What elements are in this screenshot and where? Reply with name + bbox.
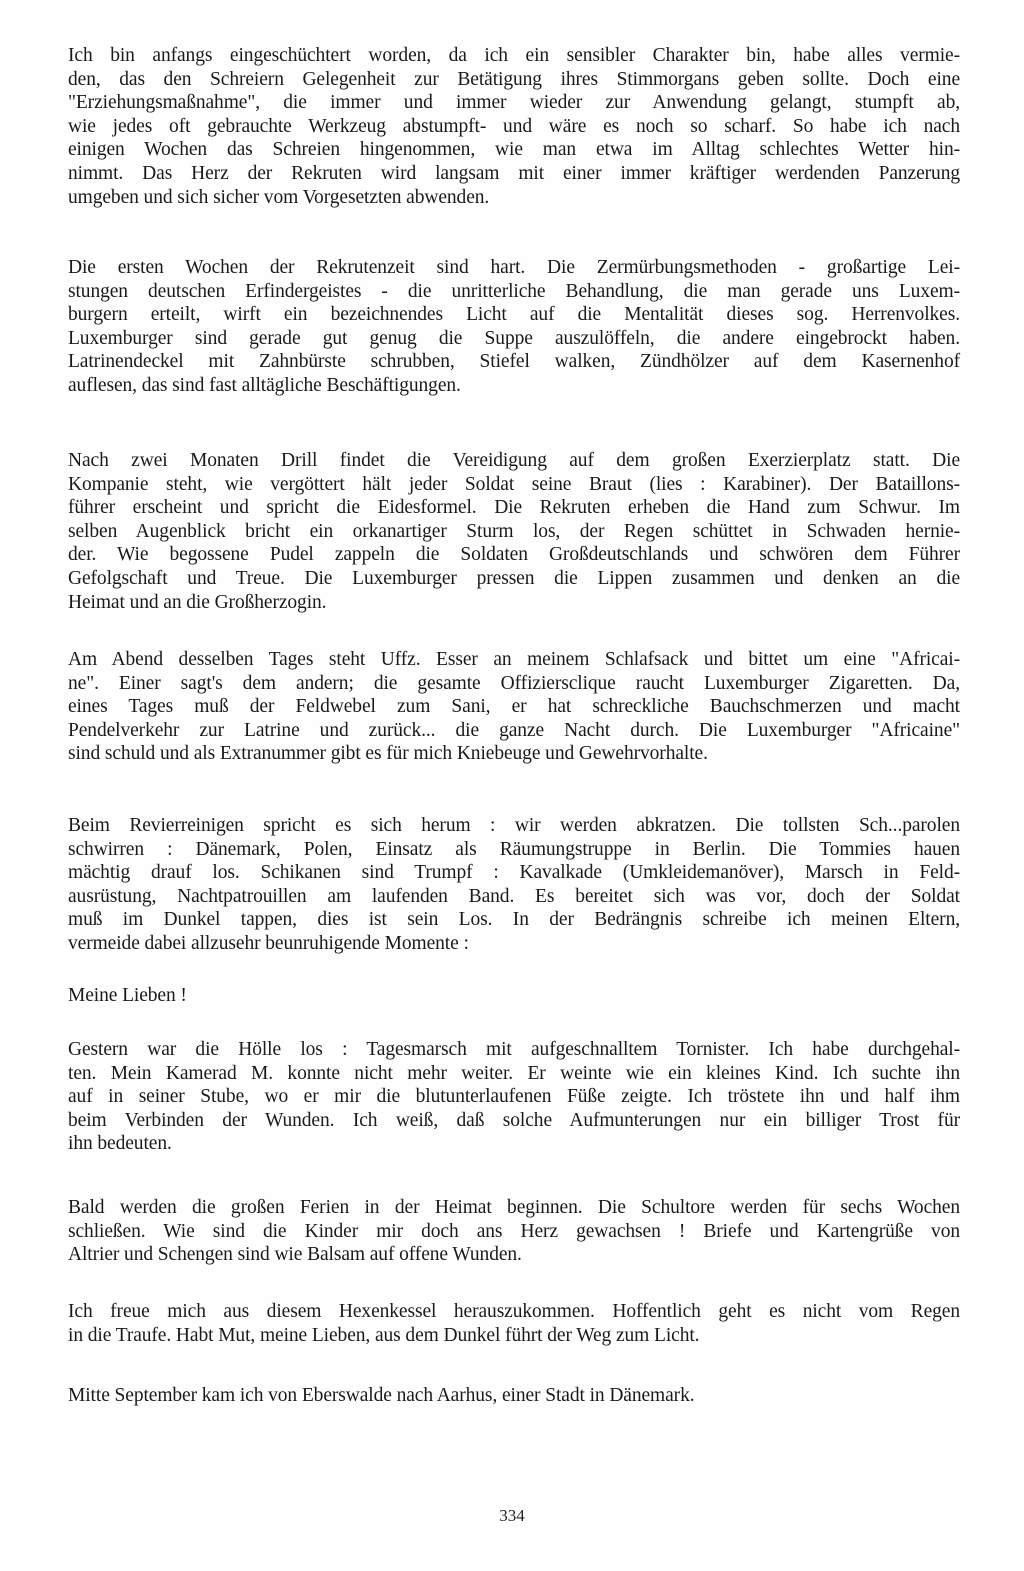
paragraph-letter-1: [68, 1038, 960, 1156]
text-line: Heimat und an die Großherzogin.: [68, 591, 327, 613]
paragraph-1: [68, 44, 960, 209]
text-line: einigen Wochen das Schreien hingenommen, wie man etwa im Alltag schlechtes Wetter hin-: [68, 139, 960, 161]
text-line: Altrier und Schengen sind wie Balsam auf offene Wunden.: [68, 1244, 522, 1266]
text-line: ne". Einer sagt's dem andern; die gesamte Offiziersclique raucht Luxemburger Zigaretten. Da,: [68, 672, 960, 694]
text-line: den, das den Schreiern Gelegenheit zur Betätigung ihres Stimmorgans geben sollte. Doch eine: [68, 68, 960, 90]
text-line: wie jedes oft gebrauchte Werkzeug abstumpft- und wäre es noch so scharf. So habe ich nach: [68, 115, 960, 137]
text-line: "Erziehungsmaßnahme", die immer und immer wieder zur Anwendung gelangt, stumpft ab,: [68, 92, 960, 114]
text-line: Luxemburger sind gerade gut genug die Suppe auszulöffeln, die andere eingebrockt haben.: [68, 327, 960, 349]
paragraph-letter-2: [68, 1196, 960, 1267]
text-line: Latrinendeckel mit Zahnbürste schrubben, Stiefel walken, Zündhölzer auf dem Kasernenhof: [68, 351, 960, 373]
text-line: Mitte September kam ich von Eberswalde nach Aarhus, einer Stadt in Dänemark.: [68, 1385, 695, 1406]
text-line: der. Wie begossene Pudel zappeln die Soldaten Großdeutschlands und schwören dem Führer: [68, 544, 960, 566]
text-line: nimmt. Das Herz der Rekruten wird langsam mit einer immer kräftiger werdenden Panzerung: [68, 162, 960, 184]
text-line: Gestern war die Hölle los : Tagesmarsch mit aufgeschnalltem Tornister. Ich habe durchgehal-: [68, 1039, 960, 1060]
paragraph-5: [68, 814, 960, 956]
paragraph-final: [68, 1384, 960, 1408]
text-line: in die Traufe. Habt Mut, meine Lieben, aus dem Dunkel führt der Weg zum Licht.: [68, 1324, 700, 1346]
text-line: umgeben und sich sicher vom Vorgesetzten abwenden.: [68, 186, 490, 208]
text-line: sind schuld und als Extranummer gibt es für mich Kniebeuge und Gewehrvorhalte.: [68, 743, 708, 765]
text-line: stungen deutschen Erfindergeistes - die unritterliche Behandlung, die man gerade uns Luxem-: [68, 280, 960, 302]
paragraph-2: [68, 256, 960, 398]
paragraph-4: [68, 648, 960, 766]
text-line: eines Tages muß der Feldwebel zum Sani, er hat schreckliche Bauchschmerzen und macht: [68, 696, 960, 718]
text-line: auf in seiner Stube, wo er mir die blutunterlaufenen Füße zeigte. Ich tröstete ihn und half ihm: [68, 1086, 960, 1108]
text-line: Kompanie steht, wie vergöttert hält jeder Soldat seine Braut (lies : Karabiner). Der Bataillons-: [68, 473, 960, 495]
text-line: auflesen, das sind fast alltägliche Beschäftigungen.: [68, 374, 461, 396]
text-line: ten. Mein Kamerad M. konnte nicht mehr weiter. Er weinte wie ein kleines Kind. Ich suchte ihn: [68, 1062, 960, 1084]
paragraph-3: [68, 449, 960, 614]
letter-salutation: [68, 984, 960, 1008]
text-line: Ich bin anfangs eingeschüchtert worden, da ich ein sensibler Charakter bin, habe alles vermie-: [68, 45, 960, 66]
text-line: Gefolgschaft und Treue. Die Luxemburger pressen die Lippen zusammen und denken an die: [68, 567, 960, 589]
text-line: schwirren : Dänemark, Polen, Einsatz als Räumungstruppe in Berlin. Die Tommies hauen: [68, 838, 960, 860]
text-line: schließen. Wie sind die Kinder mir doch ans Herz gewachsen ! Briefe und Kartengrüße von: [68, 1220, 960, 1242]
paragraph-letter-3: [68, 1300, 960, 1347]
text-line: burgern erteilt, wirft ein bezeichnendes Licht auf die Mentalität dieses sog. Herrenvolkes.: [68, 304, 960, 326]
text-line: vermeide dabei allzusehr beunruhigende Momente :: [68, 932, 469, 954]
text-line: Bald werden die großen Ferien in der Heimat beginnen. Die Schultore werden für sechs Wochen: [68, 1197, 960, 1218]
text-line: ihn bedeuten.: [68, 1133, 172, 1155]
text-line: führer erscheint und spricht die Eidesformel. Die Rekruten erheben die Hand zum Schwur. Im: [68, 497, 960, 519]
text-line: Beim Revierreinigen spricht es sich herum : wir werden abkratzen. Die tollsten Sch...parolen: [68, 815, 960, 836]
text-line: beim Verbinden der Wunden. Ich weiß, daß solche Aufmunterungen nur ein billiger Trost für: [68, 1109, 960, 1131]
text-line: selben Augenblick bricht ein orkanartiger Sturm los, der Regen schüttet in Schwaden hernie-: [68, 520, 960, 542]
text-line: Nach zwei Monaten Drill findet die Vereidigung auf dem großen Exerzierplatz statt. Die: [68, 450, 960, 471]
text-line: muß im Dunkel tappen, dies ist sein Los. In der Bedrängnis schreibe ich meinen Eltern,: [68, 909, 960, 931]
text-line: ausrüstung, Nachtpatrouillen am laufenden Band. Es bereitet sich was vor, doch der Soldat: [68, 885, 960, 907]
page-number: 334: [499, 1506, 525, 1525]
text-line: Meine Lieben !: [68, 985, 187, 1006]
text-line: mächtig drauf los. Schikanen sind Trumpf : Kavalkade (Umkleidemanöver), Marsch in Feld-: [68, 862, 960, 884]
text-line: Am Abend desselben Tages steht Uffz. Esser an meinem Schlafsack und bittet um eine "Africai-: [68, 649, 960, 670]
text-line: Die ersten Wochen der Rekrutenzeit sind hart. Die Zermürbungsmethoden - großartige Lei-: [68, 257, 960, 278]
text-line: Ich freue mich aus diesem Hexenkessel herauszukommen. Hoffentlich geht es nicht vom Regen: [68, 1301, 960, 1322]
text-line: Pendelverkehr zur Latrine und zurück... die ganze Nacht durch. Die Luxemburger "Africaine": [68, 719, 960, 741]
